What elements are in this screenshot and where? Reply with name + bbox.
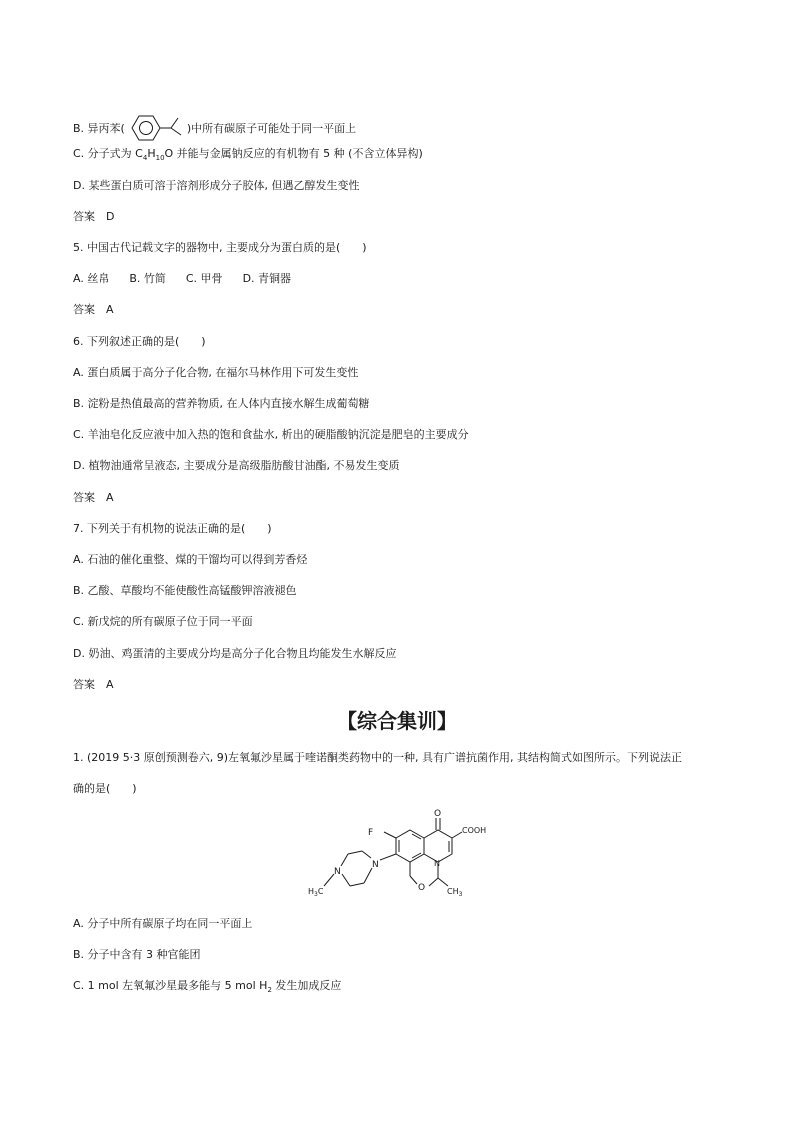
z1-option-c-post: 发生加成反应 (271, 979, 342, 992)
ch3-label: $CH_3$ (447, 887, 463, 898)
question-7: 7. 下列关于有机物的说法正确的是( ) (73, 522, 272, 535)
levofloxacin-structure-diagram (300, 806, 500, 908)
q5-option-d: D. 青铜器 (242, 272, 292, 285)
option-b-cumene (73, 113, 356, 145)
cumene-structure-icon (125, 113, 187, 145)
option-b-text-pre: B. 异丙苯( (73, 122, 125, 135)
z1-option-c-pre: C. 1 mol 左氧氟沙星最多能与 5 mol H (73, 979, 268, 992)
option-c-text-post: O 并能与金属钠反应的有机物有 5 种 (不含立体异构) (164, 147, 423, 160)
z1-option-c (73, 979, 341, 993)
q6-option-b: B. 淀粉是热值最高的营养物质, 在人体内直接水解生成葡萄糖 (73, 397, 370, 410)
cooh-label: COOH (462, 826, 487, 835)
question-5: 5. 中国古代记载文字的器物中, 主要成分为蛋白质的是( ) (73, 241, 367, 254)
atom-keto-o-label: O (434, 809, 442, 819)
answer-q4: 答案 D (73, 210, 115, 223)
question-5-options (73, 272, 291, 286)
formula-subscript-h: 10 (155, 154, 165, 163)
atom-ring-n-label: N (434, 859, 440, 868)
formula-subscript-c: 4 (142, 154, 148, 163)
h2-subscript: 2 (267, 986, 272, 995)
question-6: 6. 下列叙述正确的是( ) (73, 335, 206, 348)
h3c-label: $H_3C$ (308, 887, 324, 898)
q6-option-a: A. 蛋白质属于高分子化合物, 在福尔马林作用下可发生变性 (73, 366, 359, 379)
q7-option-a: A. 石油的催化重整、煤的干馏均可以得到芳香烃 (73, 553, 308, 566)
answer-q5: 答案 A (73, 303, 114, 316)
q7-option-c: C. 新戊烷的所有碳原子位于同一平面 (73, 615, 253, 628)
q6-option-d: D. 植物油通常呈液态, 主要成分是高级脂肪酸甘油酯, 不易发生变质 (73, 459, 400, 472)
atom-ether-o-label: O (418, 883, 426, 893)
q6-option-c: C. 羊油皂化反应液中加入热的饱和食盐水, 析出的硬脂酸钠沉淀是肥皂的主要成分 (73, 428, 469, 441)
z1-question-line1: 1. (2019 5·3 原创预测卷六, 9)左氧氟沙星属于喹诺酮类药物中的一种, 具有广谱抗菌作用, 其结构简式如图所示。下列说法正 (73, 751, 683, 764)
option-c-formula (73, 147, 423, 161)
option-b-text-post: )中所有碳原子可能处于同一平面上 (186, 122, 357, 135)
answer-q7: 答案 A (73, 678, 114, 691)
z1-option-a: A. 分子中所有碳原子均在同一平面上 (73, 917, 253, 930)
q7-option-b: B. 乙酸、草酸均不能使酸性高锰酸钾溶液褪色 (73, 584, 297, 597)
q7-option-d: D. 奶油、鸡蛋清的主要成分均是高分子化合物且均能发生水解反应 (73, 647, 397, 660)
z1-question-line2: 确的是( ) (73, 782, 137, 795)
atom-f-label: F (368, 828, 374, 838)
q5-option-c: C. 甲骨 (185, 272, 223, 285)
q5-option-b: B. 竹简 (129, 272, 166, 285)
formula-h: H (147, 147, 156, 160)
section-title: 【综合集训】 (337, 709, 457, 733)
option-c-text-pre: C. 分子式为 C (73, 147, 143, 160)
atom-piperazine-n2-label: N (334, 867, 341, 877)
z1-option-b: B. 分子中含有 3 种官能团 (73, 948, 201, 961)
option-d-protein: D. 某些蛋白质可溶于溶剂形成分子胶体, 但遇乙醇发生变性 (73, 179, 360, 192)
q5-option-a: A. 丝帛 (73, 272, 110, 285)
answer-q6: 答案 A (73, 491, 114, 504)
atom-piperazine-n1-label: N (372, 860, 379, 870)
